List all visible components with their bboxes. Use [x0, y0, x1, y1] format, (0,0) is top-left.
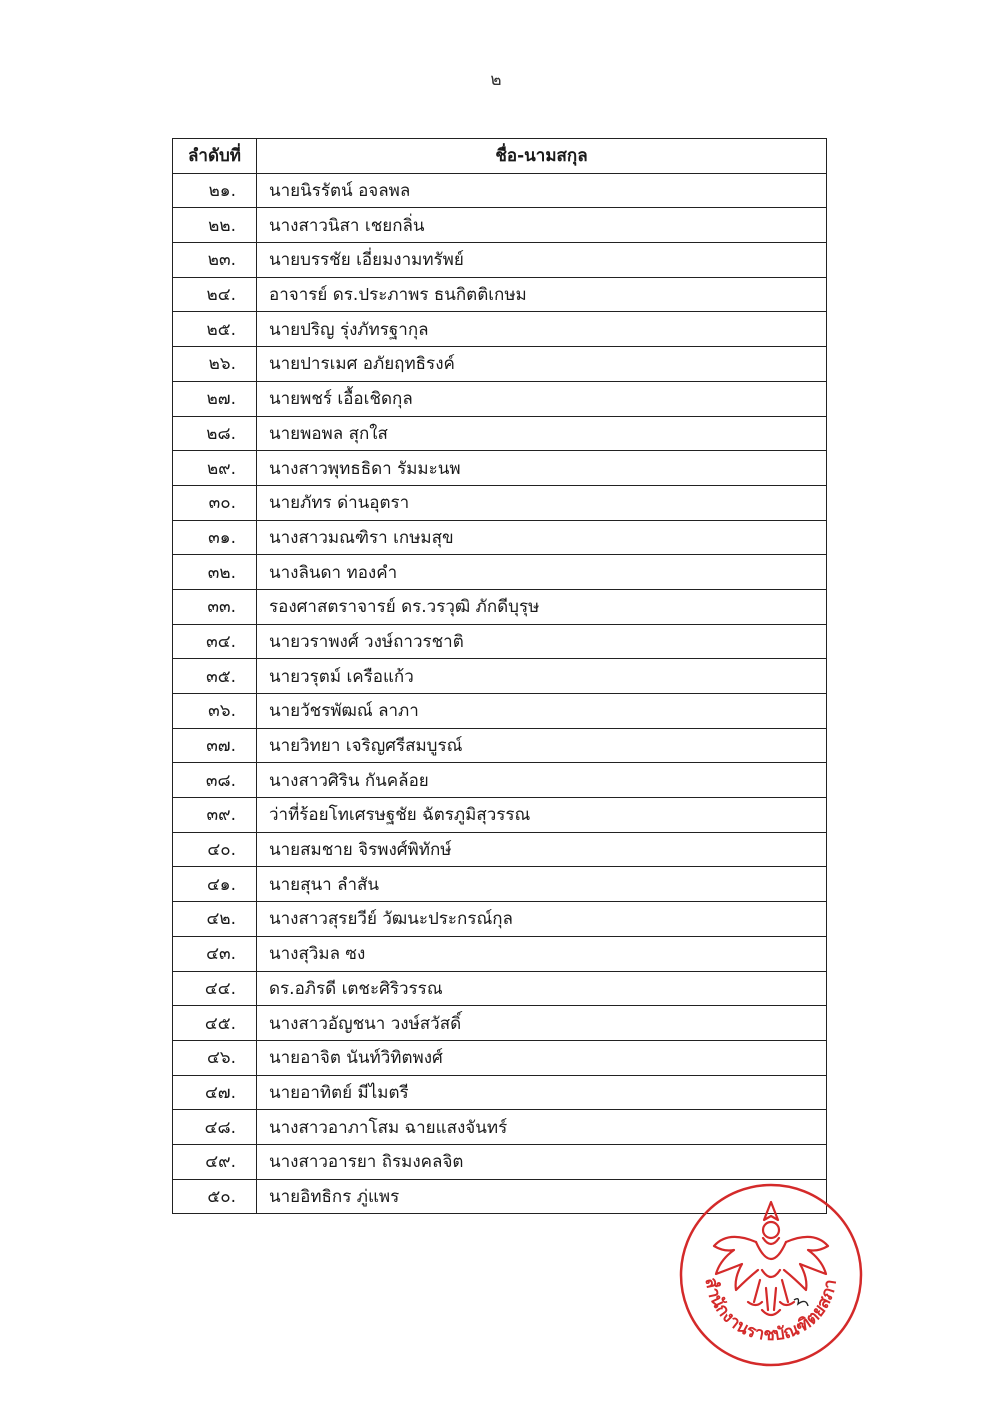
table-row — [173, 485, 827, 520]
row-seq: ๔๒. — [173, 902, 257, 937]
official-seal — [676, 1180, 866, 1370]
row-seq: ๔๕. — [173, 1006, 257, 1041]
row-name: นายพอพล สุกใส — [257, 416, 827, 451]
row-seq: ๒๔. — [173, 277, 257, 312]
row-seq: ๔๘. — [173, 1110, 257, 1145]
row-name: นายวัชรพัฒณ์ ลาภา — [257, 694, 827, 729]
row-name: นายนิรรัตน์ อจลพล — [257, 173, 827, 208]
row-seq: ๔๐. — [173, 832, 257, 867]
row-name: นายสมชาย จิรพงศ์พิทักษ์ — [257, 832, 827, 867]
row-name: นายปารเมศ อภัยฤทธิรงค์ — [257, 347, 827, 382]
row-name: นางสาวมณฑิรา เกษมสุข — [257, 520, 827, 555]
row-name: นายบรรชัย เอี่ยมงามทรัพย์ — [257, 243, 827, 278]
row-seq: ๓๑. — [173, 520, 257, 555]
row-name: นายอาทิตย์ มีไมตรี — [257, 1075, 827, 1110]
row-name: นางสาวอารยา ถิรมงคลจิต — [257, 1144, 827, 1179]
row-seq: ๒๓. — [173, 243, 257, 278]
row-name: นายอิทธิกร ภู่แพร — [257, 1179, 827, 1214]
table-row — [173, 902, 827, 937]
row-name: นางสาวศิริน กันคล้อย — [257, 763, 827, 798]
row-name: นายวราพงศ์ วงษ์ถาวรชาติ — [257, 624, 827, 659]
row-seq: ๔๖. — [173, 1040, 257, 1075]
table-row — [173, 728, 827, 763]
row-name: นายอาจิต นันท์วิทิตพงศ์ — [257, 1040, 827, 1075]
row-seq: ๒๕. — [173, 312, 257, 347]
table-row — [173, 1006, 827, 1041]
table-row — [173, 520, 827, 555]
row-seq: ๓๔. — [173, 624, 257, 659]
row-seq: ๒๖. — [173, 347, 257, 382]
header-seq: ลำดับที่ — [173, 139, 257, 174]
table-row — [173, 1144, 827, 1179]
row-seq: ๒๙. — [173, 451, 257, 486]
row-seq: ๓๐. — [173, 485, 257, 520]
table-row — [173, 312, 827, 347]
row-seq: ๔๓. — [173, 936, 257, 971]
table-row — [173, 589, 827, 624]
table-row — [173, 832, 827, 867]
row-name: ว่าที่ร้อยโทเศรษฐชัย ฉัตรภูมิสุวรรณ — [257, 798, 827, 833]
row-name: นายพชร์ เอื้อเชิดกุล — [257, 381, 827, 416]
row-seq: ๓๕. — [173, 659, 257, 694]
row-seq: ๒๒. — [173, 208, 257, 243]
table-row — [173, 416, 827, 451]
row-name: นายวรุตม์ เครือแก้ว — [257, 659, 827, 694]
row-seq: ๔๑. — [173, 867, 257, 902]
table-row — [173, 971, 827, 1006]
row-seq: ๓๘. — [173, 763, 257, 798]
row-name: นางสุวิมล ซง — [257, 936, 827, 971]
table-row — [173, 659, 827, 694]
row-name: นางสาวนิสา เชยกลิ่น — [257, 208, 827, 243]
table-row — [173, 277, 827, 312]
row-seq: ๔๗. — [173, 1075, 257, 1110]
row-name: นายภัทร ด่านอุตรา — [257, 485, 827, 520]
row-name: นายปริญ รุ่งภัทรฐากุล — [257, 312, 827, 347]
row-seq: ๓๖. — [173, 694, 257, 729]
row-name: ดร.อภิรดี เตชะศิริวรรณ — [257, 971, 827, 1006]
table-row — [173, 936, 827, 971]
seal-text: สำนักงานราชบัณฑิตยสภา — [700, 1275, 841, 1346]
row-seq: ๒๑. — [173, 173, 257, 208]
table-row — [173, 555, 827, 590]
table-row — [173, 867, 827, 902]
table-row — [173, 763, 827, 798]
row-name: นายสุนา ลำสัน — [257, 867, 827, 902]
table-row — [173, 798, 827, 833]
row-seq: ๒๘. — [173, 416, 257, 451]
row-name: นางสาวสุรยวีย์ วัฒนะประกรณ์กุล — [257, 902, 827, 937]
row-name: นางสาวพุทธธิดา รัมมะนพ — [257, 451, 827, 486]
table-header-row — [173, 139, 827, 174]
name-list-table — [172, 138, 827, 1214]
table-row — [173, 347, 827, 382]
garuda-emblem-icon — [714, 1202, 828, 1315]
table-row — [173, 381, 827, 416]
table-row — [173, 1040, 827, 1075]
row-name: นางลินดา ทองคำ — [257, 555, 827, 590]
row-seq: ๒๗. — [173, 381, 257, 416]
row-seq: ๔๔. — [173, 971, 257, 1006]
row-name: นางสาวอาภาโสม ฉายแสงจันทร์ — [257, 1110, 827, 1145]
table-row — [173, 243, 827, 278]
table-row — [173, 451, 827, 486]
header-name: ชื่อ-นามสกุล — [257, 139, 827, 174]
row-seq: ๔๙. — [173, 1144, 257, 1179]
page-number: ๒ — [490, 70, 502, 90]
table-row — [173, 624, 827, 659]
row-name: นางสาวอัญชนา วงษ์สวัสดิ์ — [257, 1006, 827, 1041]
table-row — [173, 173, 827, 208]
signature-mark — [794, 1299, 808, 1306]
row-name: อาจารย์ ดร.ประภาพร ธนกิตติเกษม — [257, 277, 827, 312]
table-row — [173, 208, 827, 243]
row-seq: ๓๗. — [173, 728, 257, 763]
table-row — [173, 694, 827, 729]
row-seq: ๕๐. — [173, 1179, 257, 1214]
table-row — [173, 1110, 827, 1145]
row-seq: ๓๒. — [173, 555, 257, 590]
row-name: นายวิทยา เจริญศรีสมบูรณ์ — [257, 728, 827, 763]
row-seq: ๓๓. — [173, 589, 257, 624]
row-name: รองศาสตราจารย์ ดร.วรวุฒิ ภักดีบุรุษ — [257, 589, 827, 624]
table-row — [173, 1075, 827, 1110]
row-seq: ๓๙. — [173, 798, 257, 833]
